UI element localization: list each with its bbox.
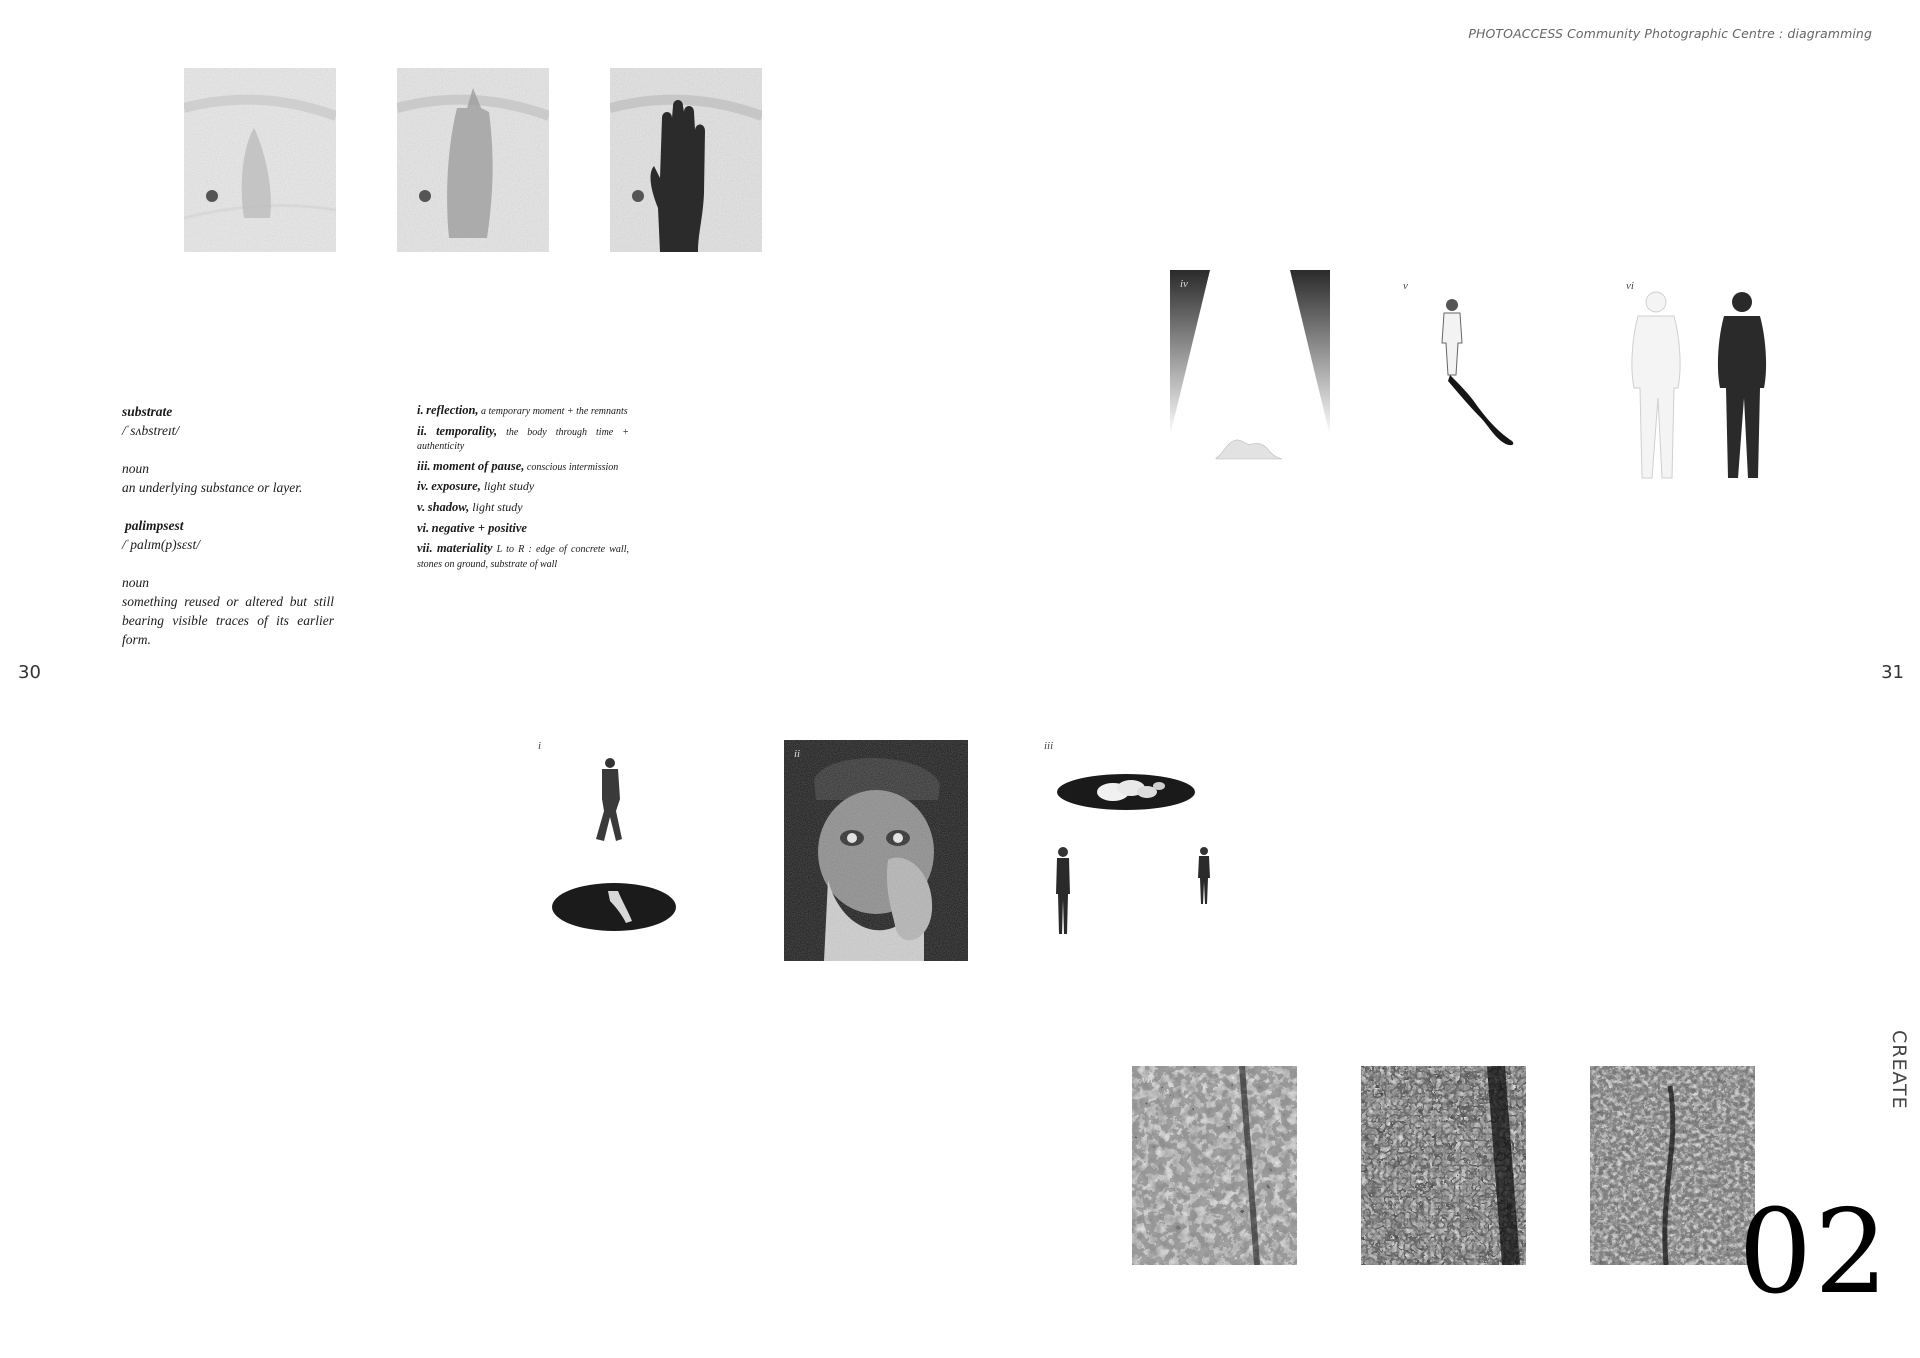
legend-item: vii. materiality L to R : edge of concrete wall, stones on ground, substrate of wall [417, 541, 629, 570]
definition-meaning: something reused or altered but still bearing visible traces of its earlier form. [122, 594, 334, 647]
plate-label-ii: ii [794, 748, 801, 760]
definition-pronunciation: /ˈpalɪm(p)sɛst/ [122, 537, 200, 552]
walking-man-reflection-photo [552, 755, 682, 937]
crouching-figure-icon [1212, 432, 1286, 462]
plate-label-iii: iii [1044, 740, 1054, 752]
plate-label-vi: vi [1626, 280, 1634, 292]
legend-item: v. shadow, light study [417, 499, 523, 514]
definition-term: substrate [122, 404, 173, 419]
definition-pos: noun [122, 461, 149, 476]
negative-positive-figures-photo [1620, 288, 1780, 484]
figure-shadow-photo [1430, 295, 1530, 455]
hand-on-wall-photo-2 [397, 68, 549, 252]
hand-on-wall-photo-3 [610, 68, 762, 252]
page-number-right: 31 [1881, 662, 1904, 683]
legend-item: vi. negative + positive [417, 520, 527, 535]
legend-item: iv. exposure, light study [417, 479, 535, 494]
chapter-number: 02 [1738, 1185, 1890, 1320]
plate-label-i: i [538, 740, 542, 752]
standing-figure-icon [1197, 846, 1211, 906]
elderly-man-portrait-photo [784, 740, 968, 961]
header-caption: PHOTOACCESS Community Photographic Centre : diagramming [1468, 26, 1872, 41]
hand-on-wall-photo-1 [184, 68, 336, 252]
standing-figure-icon [1054, 846, 1072, 936]
definition-meaning: an underlying substance or layer. [122, 480, 303, 495]
page-number-left: 30 [18, 662, 41, 683]
texture-photo-stones [1361, 1066, 1526, 1265]
plate-label-v: v [1403, 280, 1408, 292]
plate-legend [417, 403, 629, 576]
light-beam-photo [1170, 270, 1330, 436]
definitions-block [122, 402, 334, 649]
legend-item: ii. temporality, the body through time + authenticity [417, 423, 629, 453]
definition-pronunciation: /ˈsʌbstreɪt/ [122, 423, 180, 438]
definition-term: palimpsest [125, 518, 184, 533]
texture-photo-concrete-edge [1132, 1066, 1297, 1265]
legend-item: i. reflection, a temporary moment + the remnants [417, 403, 628, 417]
texture-photo-wall-substrate [1590, 1066, 1755, 1265]
cloud-portal-figures-photo [1055, 772, 1197, 812]
legend-item: iii. moment of pause, conscious intermission [417, 458, 619, 473]
plate-label-vii: vii [1142, 1074, 1153, 1086]
plate-label-iv: iv [1180, 278, 1188, 290]
section-label: CREATE [1888, 1030, 1910, 1110]
definition-pos: noun [122, 575, 149, 590]
